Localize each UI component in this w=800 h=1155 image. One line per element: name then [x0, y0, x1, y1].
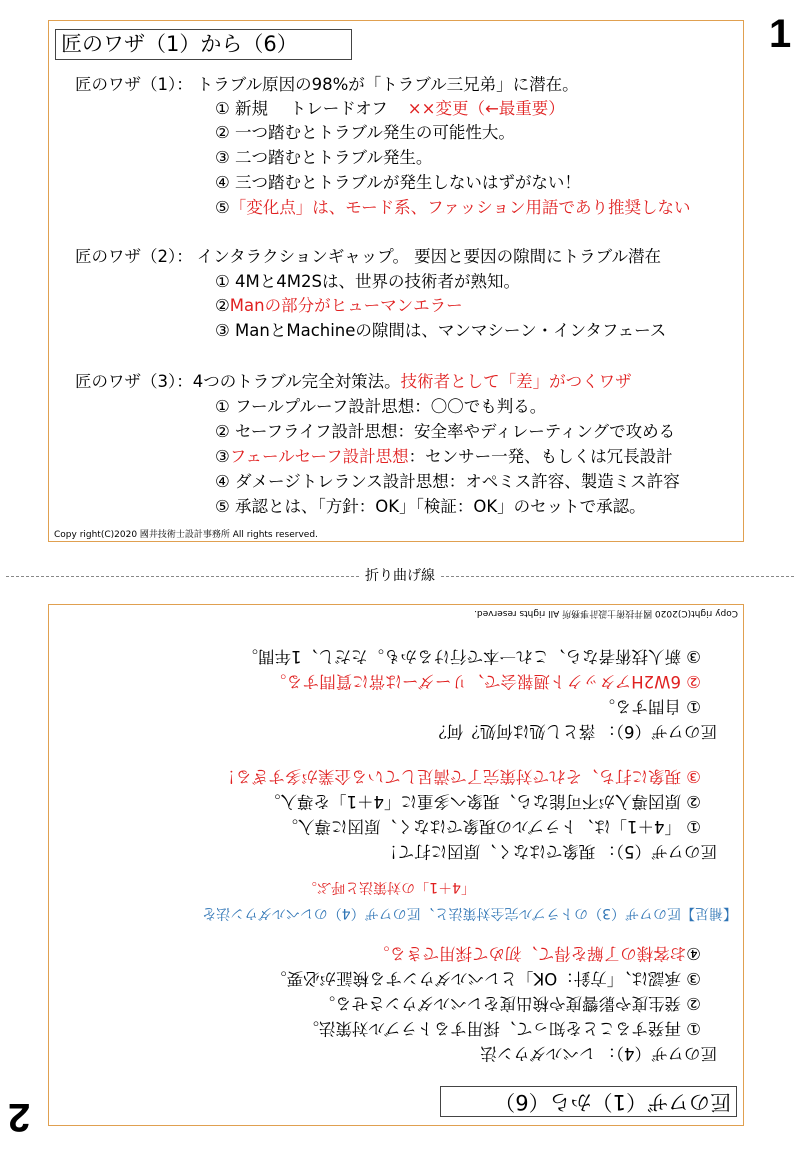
list-item: ① 「4＋1」は、トラブルの現象ではなく、原因に導入。 [281, 817, 701, 836]
heading-waza-4: 匠のワザ（4）：レベルダウン法 [480, 1044, 717, 1063]
page-number-2: 2 [8, 1095, 31, 1139]
list-item: ③ 現象に打ち、それで対策完了で満足している企業が多すぎる！ [218, 767, 701, 786]
list-item: ④ 三つ踏むとトラブルが発生しないはずがない！ [215, 173, 581, 192]
copyright-text: Copy right(C)2020 國井技術士設計事務所 All rights reserved. [474, 608, 738, 618]
list-item: ① 新規 トレードオフ ××変更（←最重要） [215, 99, 565, 118]
supplement-note-2: 「4＋1」の対策法と呼ぶ。 [302, 879, 475, 895]
slide-title: 匠のワザ（1）から（6） [440, 1086, 737, 1117]
supplement-note: 【補足】匠のワザ（3）のトラブル完全対策法と、匠のワザ（4）のレベルダウン法を [202, 905, 737, 921]
fold-label: 折り曲げ線 [361, 567, 439, 585]
list-item: ③ 承認は、「方針：OK」とレベルダウンする検証が必要。 [270, 969, 701, 988]
slide-card-2 [48, 604, 744, 1126]
list-item: ⑤「変化点」は、モード系、ファッション用語であり推奨しない [215, 198, 691, 217]
list-item: ① 自問する。 [598, 697, 701, 716]
list-item: ④ ダメージトレランス設計思想：オペミス許容、製造ミス許容 [215, 472, 680, 491]
list-item: ② 原因導入が不可能なら、現象へ多重に「4＋1」を導入。 [263, 792, 701, 811]
list-item: ② 発生度や影響度や検出度をレベルダウンさせる。 [318, 994, 701, 1013]
fold-line [0, 567, 800, 587]
list-item: ① フールプルーフ設計思想：〇〇でも判る。 [215, 397, 547, 416]
list-item: ① 再発することを知って、採用するトラブル対策法。 [302, 1019, 701, 1038]
list-item: ③ ManとMachineの隙間は、マンマシーン・インタフェース [215, 321, 667, 340]
heading-waza-6: 匠のワザ（6）：落とし処は何処？何？ [430, 722, 717, 741]
list-item: ② 6W2Hアタックト週報会で、リーダーは常に質問する。 [269, 672, 701, 691]
list-item: ② 一つ踏むとトラブル発生の可能性大。 [215, 123, 515, 142]
copyright-text: Copy right(C)2020 國井技術士設計事務所 All rights reserved. [54, 530, 318, 540]
list-item: ③ 新人技術者なら、これ一本で行けるかも。ただし、1年間。 [241, 647, 701, 666]
list-item: ③フェールセーフ設計思想：センサー一発、もしくは冗長設計 [215, 447, 673, 466]
list-item: ⑤ 承認とは、「方針：OK」「検証：OK」のセットで承認。 [215, 497, 646, 516]
list-item: ② セーフライフ設計思想：安全率やディレーティングで攻める [215, 422, 676, 441]
slide-title: 匠のワザ（1）から（6） [55, 29, 352, 60]
slide-card-1 [48, 20, 744, 542]
page-number-1: 1 [769, 12, 792, 56]
heading-waza-5: 匠のワザ（5）：現象ではなく、原因に打て！ [381, 842, 717, 861]
list-item: ④お客様の了解を得て、初めて採用できる。 [373, 944, 701, 963]
heading-waza-3: 匠のワザ（3）：4つのトラブル完全対策法。技術者として「差」がつくワザ [75, 372, 632, 391]
list-item: ②Manの部分がヒューマンエラー [215, 296, 463, 315]
heading-waza-1: 匠のワザ（1）： トラブル原因の98%が「トラブル三兄弟」に潜在。 [75, 75, 579, 94]
list-item: ③ 二つ踏むとトラブル発生。 [215, 148, 433, 167]
heading-waza-2: 匠のワザ（2）： インタラクションギャップ。 要因と要因の隙間にトラブル潜在 [75, 247, 662, 266]
list-item: ① 4Mと4M2Sは、世界の技術者が熟知。 [215, 272, 520, 291]
